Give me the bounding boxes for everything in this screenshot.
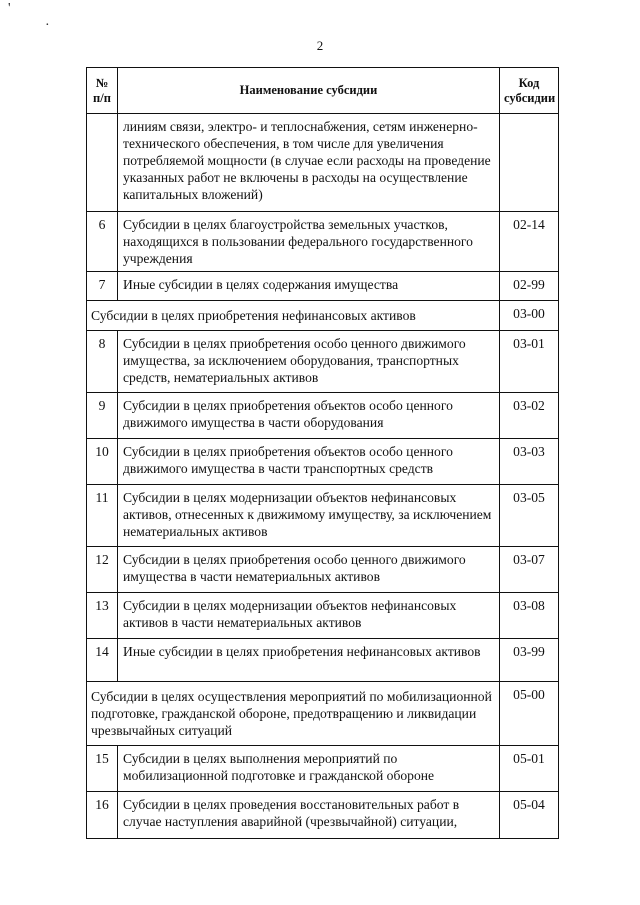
- table-row: [87, 746, 559, 792]
- table-row: [87, 212, 559, 272]
- row-code: 02-14: [500, 212, 559, 272]
- row-name: Иные субсидии в целях содержания имущества: [118, 272, 500, 301]
- row-name: Субсидии в целях модернизации объектов нефинансовых активов, отнесенных к движимому имуществу, за исключением нематериальных активов: [118, 485, 500, 547]
- table-header-row: [87, 68, 559, 114]
- row-num: 6: [87, 212, 118, 272]
- row-code: 03-03: [500, 439, 559, 485]
- row-code: 03-99: [500, 639, 559, 682]
- row-num: 11: [87, 485, 118, 547]
- row-code: 03-01: [500, 331, 559, 393]
- table-row: [87, 547, 559, 593]
- row-num: 14: [87, 639, 118, 682]
- table-row: [87, 272, 559, 301]
- row-name: Субсидии в целях благоустройства земельных участков, находящихся в пользовании федерального государственного учреждения: [118, 212, 500, 272]
- row-name: линиям связи, электро- и теплоснабжения, сетям инженерно-технического обеспечения, в том числе для увеличения потребляемой мощности (в случае если расходы на проведение указанных работ не включены в расходы на осуществление капитальных вложений): [118, 114, 500, 212]
- row-name: Субсидии в целях выполнения мероприятий по мобилизационной подготовке и гражданской обороне: [118, 746, 500, 792]
- section-code: 03-00: [500, 301, 559, 331]
- row-num: 16: [87, 792, 118, 839]
- row-num: 12: [87, 547, 118, 593]
- row-code: 02-99: [500, 272, 559, 301]
- row-name: Субсидии в целях приобретения объектов особо ценного движимого имущества в части транспортных средств: [118, 439, 500, 485]
- table-row: [87, 393, 559, 439]
- section-name: Субсидии в целях приобретения нефинансовых активов: [87, 301, 500, 331]
- row-name: Субсидии в целях модернизации объектов нефинансовых активов в части нематериальных активов: [118, 593, 500, 639]
- table-row: [87, 593, 559, 639]
- row-num: 13: [87, 593, 118, 639]
- section-row: [87, 682, 559, 746]
- row-code: 05-01: [500, 746, 559, 792]
- section-name: Субсидии в целях осуществления мероприятий по мобилизационной подготовке, гражданской обороне, предотвращению и ликвидации чрезвычайных ситуаций: [87, 682, 500, 746]
- row-code: 03-07: [500, 547, 559, 593]
- row-name: Субсидии в целях приобретения особо ценного движимого имущества, за исключением оборудования, транспортных средств, нематериальных активов: [118, 331, 500, 393]
- row-num: [87, 114, 118, 212]
- subsidies-table: [86, 67, 559, 839]
- page-number: 2: [316, 38, 324, 53]
- row-code: 05-04: [500, 792, 559, 839]
- row-name: Субсидии в целях проведения восстановительных работ в случае наступления аварийной (чрезвычайной) ситуации,: [118, 792, 500, 839]
- table-row: [87, 792, 559, 839]
- row-num: 15: [87, 746, 118, 792]
- row-num: 10: [87, 439, 118, 485]
- row-num: 7: [87, 272, 118, 301]
- row-code: 03-08: [500, 593, 559, 639]
- row-code: 03-02: [500, 393, 559, 439]
- row-code: 03-05: [500, 485, 559, 547]
- table-row: [87, 485, 559, 547]
- table-row: [87, 114, 559, 212]
- table-row: [87, 331, 559, 393]
- scan-mark: ': [8, 1, 11, 16]
- section-code: 05-00: [500, 682, 559, 746]
- table-row: [87, 439, 559, 485]
- header-num: № п/п: [87, 68, 118, 114]
- row-name: Иные субсидии в целях приобретения нефинансовых активов: [118, 639, 500, 682]
- row-num: 9: [87, 393, 118, 439]
- header-code: Код субсидии: [500, 68, 559, 114]
- row-name: Субсидии в целях приобретения особо ценного движимого имущества в части нематериальных активов: [118, 547, 500, 593]
- row-num: 8: [87, 331, 118, 393]
- scan-mark: ·: [45, 18, 50, 33]
- row-code: [500, 114, 559, 212]
- row-name: Субсидии в целях приобретения объектов особо ценного движимого имущества в части оборудования: [118, 393, 500, 439]
- table-row: [87, 639, 559, 682]
- header-name: Наименование субсидии: [118, 68, 500, 114]
- section-row: [87, 301, 559, 331]
